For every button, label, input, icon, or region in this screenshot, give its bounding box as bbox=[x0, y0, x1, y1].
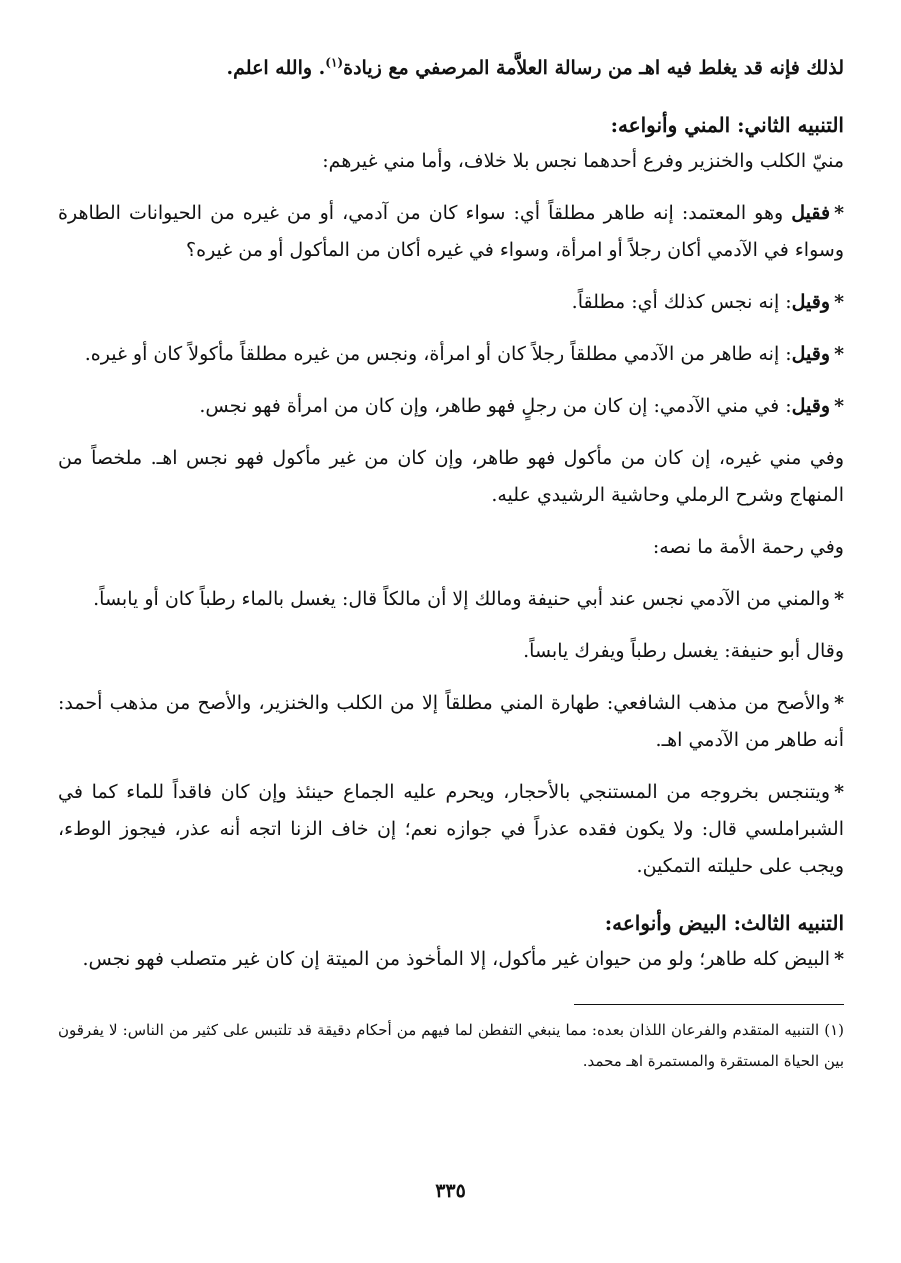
other-semen-paragraph: وفي مني غيره، إن كان من مأكول فهو طاهر، وإن كان من غير مأكول فهو نجس اهـ. ملخصاً من المنهاج وشرح الرملي وحاشية الرشيدي عليه. bbox=[58, 447, 844, 506]
carry-over-end: . bbox=[318, 57, 326, 79]
rahma-point-3 bbox=[58, 774, 844, 885]
opinion-4 bbox=[58, 388, 844, 425]
closing-phrase: والله اعلم. bbox=[226, 57, 313, 79]
page-body bbox=[58, 50, 844, 1077]
opinion-keyword: فقيل bbox=[791, 202, 831, 224]
egg-paragraph bbox=[58, 941, 844, 978]
rahma-point-1 bbox=[58, 581, 844, 618]
footnote-number: (١) bbox=[824, 1021, 844, 1039]
star-marker: * bbox=[834, 395, 844, 417]
opinion-keyword: وقيل bbox=[791, 343, 831, 365]
opinion-keyword: وقيل bbox=[791, 291, 831, 313]
rahma-point-2 bbox=[58, 685, 844, 759]
opinion-text: : إنه طاهر من الآدمي مطلقاً رجلاً كان أو امرأة، ونجس من غيره مطلقاً مأكولاً كان أو غيره. bbox=[84, 343, 792, 365]
rahma-text: والمني من الآدمي نجس عند أبي حنيفة ومالك إلا أن مالكاً قال: يغسل بالماء رطباً كان أو يابساً. bbox=[93, 588, 831, 610]
opinion-text: : إنه نجس كذلك أي: مطلقاً. bbox=[571, 291, 792, 313]
footnote-ref: (١) bbox=[325, 55, 344, 70]
rahma-intro: وفي رحمة الأمة ما نصه: bbox=[652, 536, 844, 558]
rahma-text: ويتنجس بخروجه من المستنجي بالأحجار، ويحرم عليه الجماع حينئذ وإن كان فاقداً للماء كما في الشبراملسي قال: ولا يكون فقده عذراً في جوازه نعم؛ إن خاف الزنا اتجه أنه عذر، فيجوز الوطء، ويجب على حليلته التمكين. bbox=[58, 781, 844, 877]
opinion-keyword: وقيل bbox=[791, 395, 831, 417]
footnote-text bbox=[58, 1015, 844, 1077]
star-marker: * bbox=[834, 781, 844, 803]
section-heading-third: التنبيه الثالث: البيض وأنواعه: bbox=[604, 911, 844, 935]
star-marker: * bbox=[834, 343, 844, 365]
opinion-1 bbox=[58, 195, 844, 269]
footnote-divider bbox=[574, 1004, 844, 1005]
egg-text: البيض كله طاهر؛ ولو من حيوان غير مأكول، إلا المأخوذ من الميتة إن كان غير متصلب فهو نجس. bbox=[82, 948, 831, 970]
carry-over-text: لذلك فإنه قد يغلط فيه اهـ من رسالة العلاَّمة المرصفي مع زيادة bbox=[343, 57, 844, 79]
star-marker: * bbox=[834, 202, 844, 224]
footnote bbox=[58, 1015, 844, 1077]
opinion-text: وهو المعتمد: إنه طاهر مطلقاً أي: سواء كان من آدمي، أو من غيره من الحيوانات الطاهرة وسواء في الآدمي أكان رجلاً أو امرأة، وسواء في غيره أكان من المأكول أو من غيره؟ bbox=[58, 202, 844, 261]
opinion-2 bbox=[58, 284, 844, 321]
star-marker: * bbox=[834, 588, 844, 610]
section-heading-second: التنبيه الثاني: المني وأنواعه: bbox=[610, 113, 844, 137]
star-marker: * bbox=[834, 692, 844, 714]
carry-over-paragraph bbox=[58, 50, 844, 87]
intro-paragraph: منيّ الكلب والخنزير وفرع أحدهما نجس بلا خلاف، وأما مني غيرهم: bbox=[322, 150, 844, 172]
star-marker: * bbox=[834, 291, 844, 313]
page-number: ٣٣٥ bbox=[435, 1180, 466, 1202]
abu-hanifa-paragraph: وقال أبو حنيفة: يغسل رطباً ويفرك يابساً. bbox=[523, 640, 844, 662]
footnote-body: التنبيه المتقدم والفرعان اللذان بعده: مما ينبغي التفطن لما فيهم من أحكام دقيقة قد تلتبس على كثير من الناس: لا يفرقون بين الحياة المستقرة والمستمرة اهـ محمد. bbox=[58, 1021, 844, 1070]
rahma-text: والأصح من مذهب الشافعي: طهارة المني مطلقاً إلا من الكلب والخنزير، والأصح من مذهب أحمد: أنه طاهر من الآدمي اهـ. bbox=[58, 692, 844, 751]
opinion-text: : في مني الآدمي: إن كان من رجلٍ فهو طاهر، وإن كان من امرأة فهو نجس. bbox=[199, 395, 792, 417]
star-marker: * bbox=[834, 948, 844, 970]
opinion-3 bbox=[58, 336, 844, 373]
